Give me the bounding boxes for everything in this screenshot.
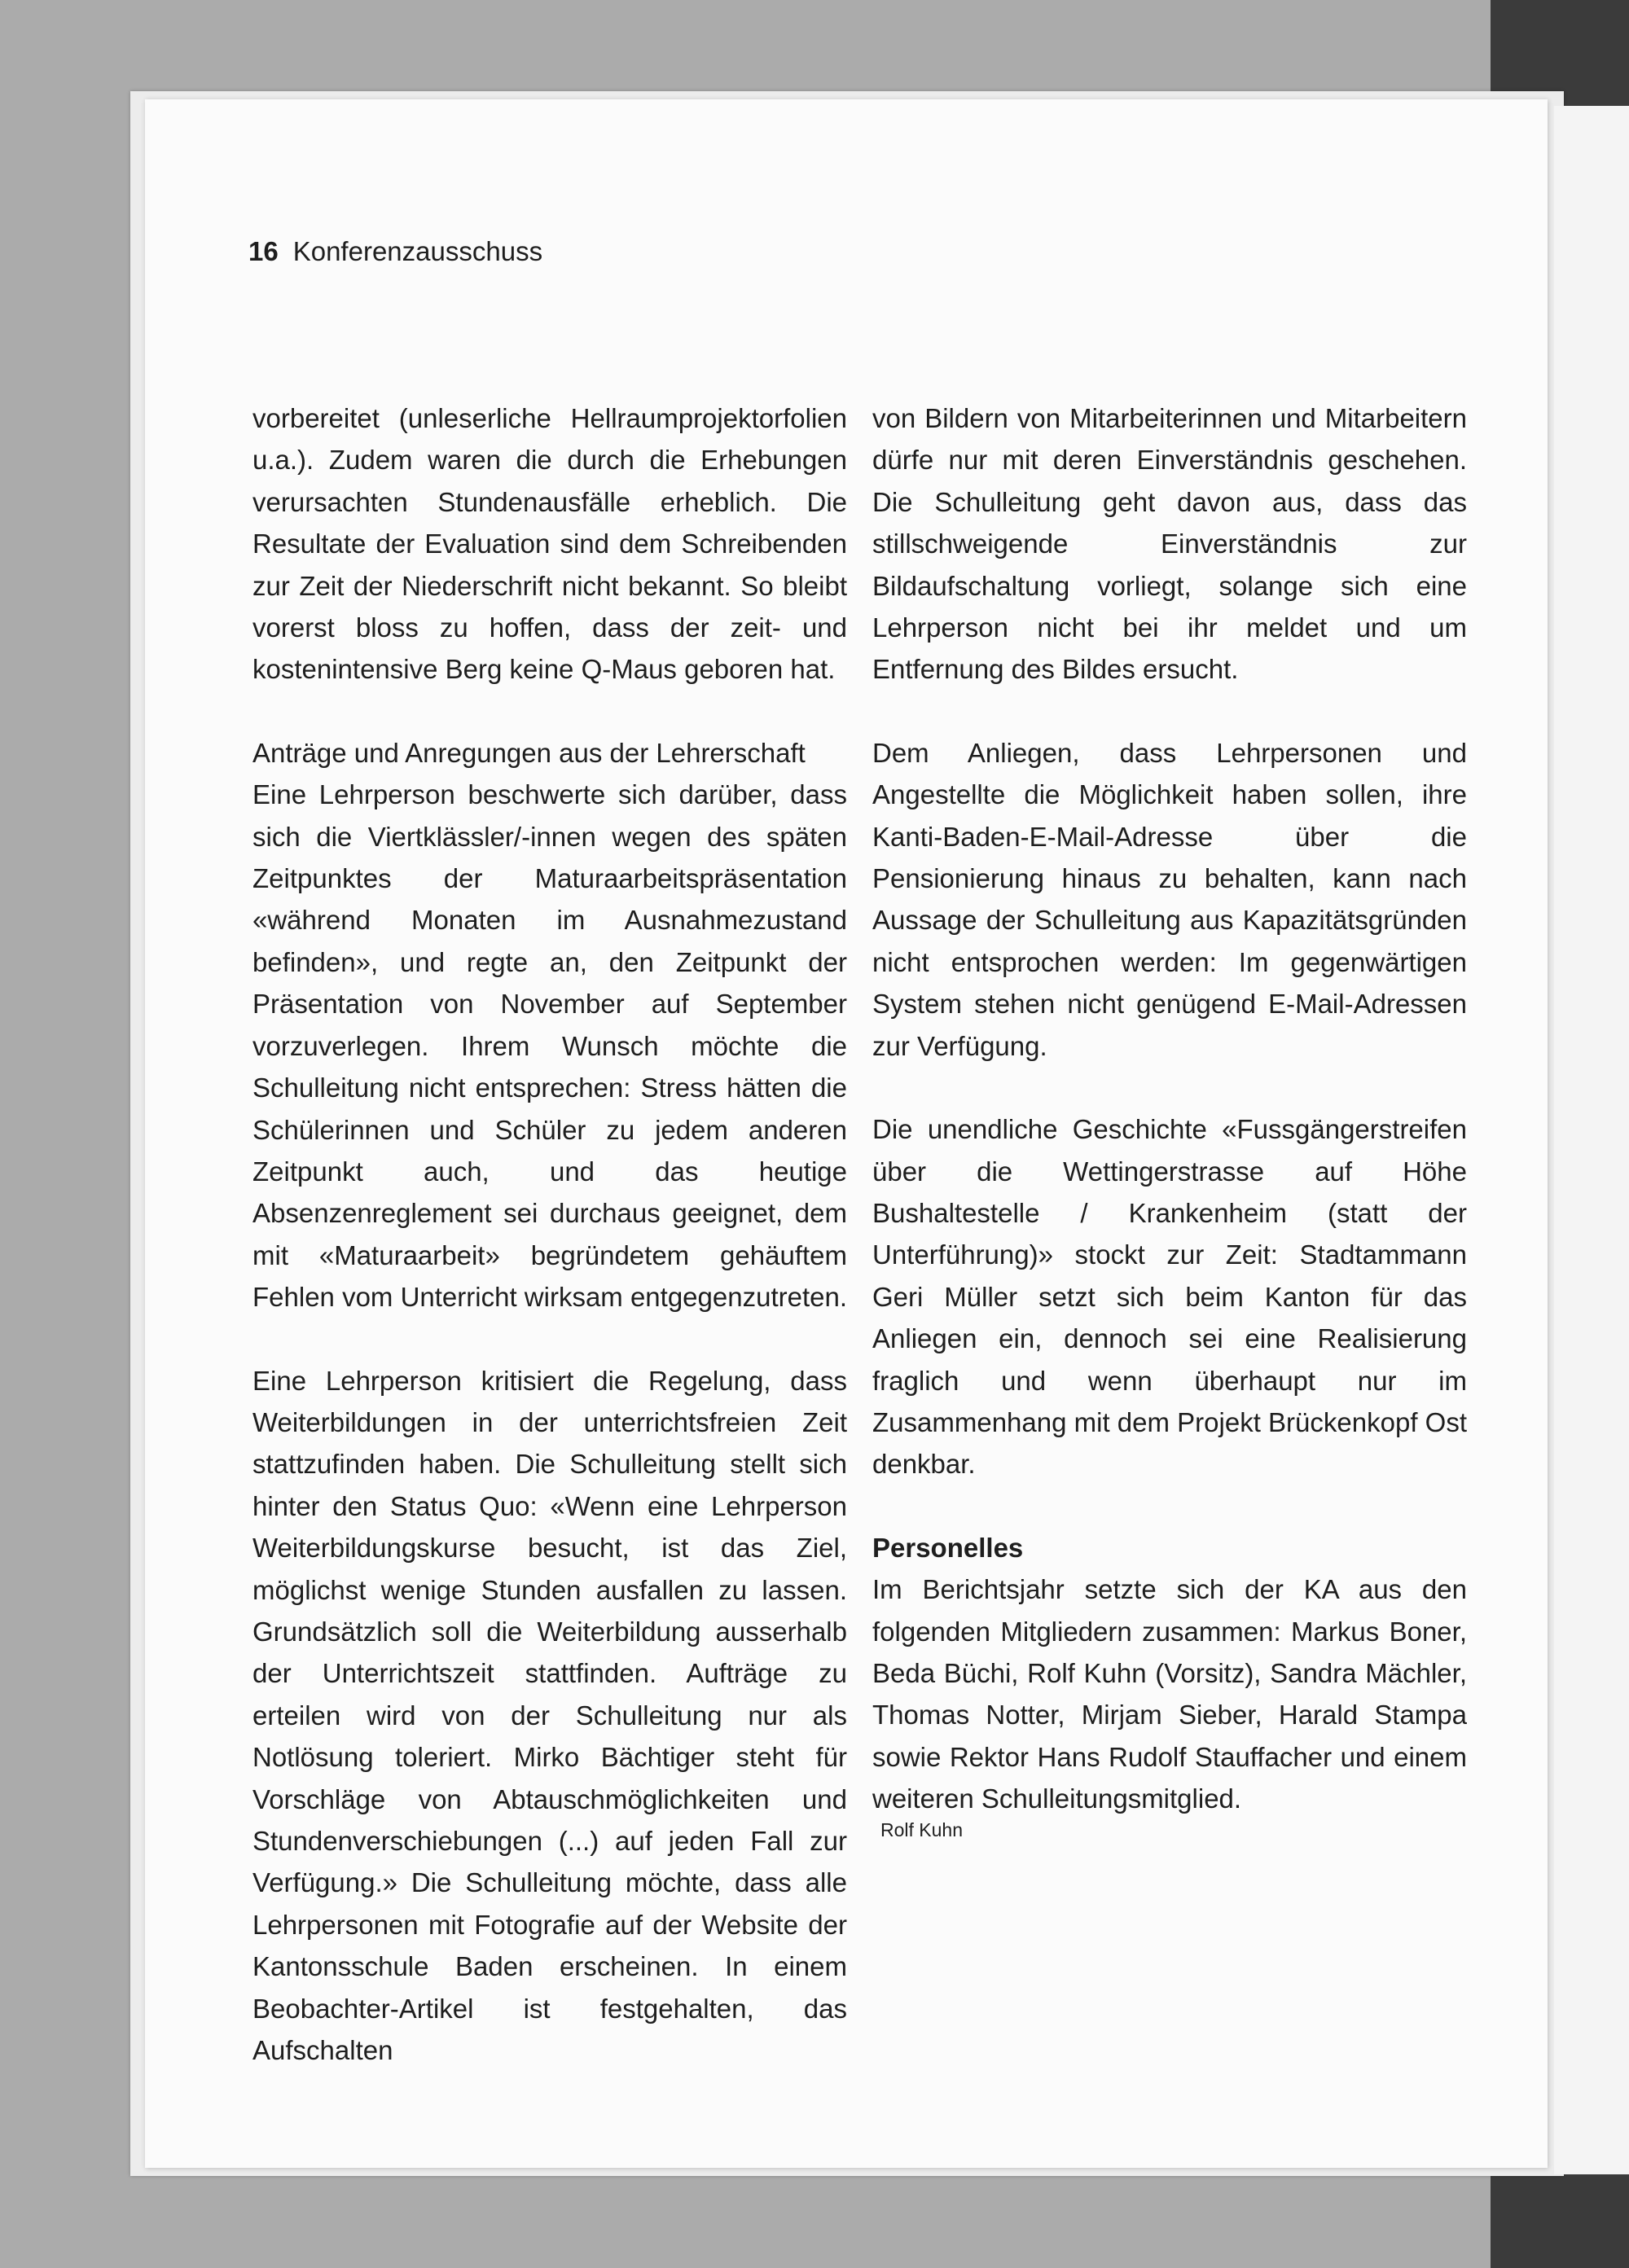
right-paragraph-1: von Bildern von Mitarbeiterinnen und Mitarbeitern dürfe nur mit deren Einverständnis geschehen. Die Schulleitung geht davon aus, dass das stillschweigende Einverständnis zur Bildaufschaltung vorliegt, solange sich eine Lehrperson nicht bei ihr meldet und um Entfernung des Bildes ersucht. [872, 403, 1467, 685]
left-paragraph-2 [252, 732, 847, 1318]
running-header [248, 236, 542, 267]
left-paragraph-3: Eine Lehrperson kritisiert die Regelung, dass Weiterbildungen in der unterrichtsfreien Zeit stattzufinden haben. Die Schulleitung stellt sich hinter den Status Quo: «Wenn eine Lehrperson Weiterbildungskurse besucht, ist das Ziel, möglichst wenige Stunden ausfallen zu lassen. Grundsätzlich soll die Weiterbildung ausserhalb der Unterrichtszeit stattfinden. Aufträge zu erteilen wird von der Schulleitung nur als Notlösung toleriert. Mirko Bächtiger steht für Vorschläge von Abtauschmöglichkeiten und Stundenverschiebungen (...) auf jeden Fall zur Verfügung.» Die Schulleitung möchte, dass alle Lehrpersonen mit Fotografie auf der Website der Kantonsschule Baden erscheinen. In einem Beobachter-Artikel ist festgehalten, das Aufschalten [252, 1365, 847, 2066]
right-column [872, 397, 1467, 1820]
personnel-body: Im Berichtsjahr setzte sich der KA aus den folgenden Mitgliedern zusammen: Markus Boner, Beda Büchi, Rolf Kuhn (Vorsitz), Sandra Mächler, Thomas Notter, Mirjam Sieber, Harald Stampa sowie Rektor Hans Rudolf Stauffacher und einem weiteren Schulleitungsmitglied. [872, 1574, 1467, 1814]
personnel-heading: Personelles [872, 1532, 1024, 1563]
left-column [252, 397, 847, 2071]
section-title: Konferenzausschuss [292, 236, 543, 266]
author-signature: Rolf Kuhn [880, 1819, 964, 1840]
right-paragraph-3: Die unendliche Geschichte «Fussgängerstreifen über die Wettingerstrasse auf Höhe Bushaltestelle / Krankenheim (statt der Unterführung)» stockt zur Zeit: Stadtammann Geri Müller setzt sich beim Kanton für das Anliegen ein, dennoch sei eine Realisierung fraglich und wenn überhaupt nur im Zusammenhang mit dem Projekt Brückenkopf Ost denkbar. [872, 1114, 1467, 1480]
requests-body: Eine Lehrperson beschwerte sich darüber, dass sich die Viertklässler/-innen wegen des späten Zeitpunktes der Maturaarbeitspräsentation «während Monaten im Ausnahmezustand befinden», und regte an, den Zeitpunkt der Präsentation von November auf September vorzuverlegen. Ihrem Wunsch möchte die Schulleitung nicht entsprechen: Stress hätten die Schülerinnen und Schüler zu jedem anderen Zeitpunkt auch, und das heutige Absenzenreglement sei durchaus geeignet, dem mit «Maturaarbeit» begründetem gehäuftem Fehlen vom Unterricht wirksam entgegenzutreten. [252, 779, 847, 1313]
requests-heading: Anträge und Anregungen aus der Lehrerschaft [252, 737, 806, 768]
facing-page-edge [1554, 106, 1629, 2174]
left-paragraph-1: vorbereitet (unleserliche Hellraumprojektorfolien u.a.). Zudem waren die durch die Erhebungen verursachten Stundenausfälle erheblich. Die Resultate der Evaluation sind dem Schreibenden zur Zeit der Niederschrift nicht bekannt. So bleibt vorerst bloss zu hoffen, dass der zeit- und kostenintensive Berg keine Q-Maus geboren hat. [252, 403, 847, 685]
page-number: 16 [248, 236, 279, 266]
right-paragraph-2: Dem Anliegen, dass Lehrpersonen und Angestellte die Möglichkeit haben sollen, ihre Kanti-Baden-E-Mail-Adresse über die Pensionierung hinaus zu behalten, kann nach Aussage der Schulleitung aus Kapazitätsgründen nicht entsprochen werden: Im gegenwärtigen System stehen nicht genügend E-Mail-Adressen zur Verfügung. [872, 737, 1467, 1061]
right-paragraph-4 [872, 1527, 1467, 1820]
